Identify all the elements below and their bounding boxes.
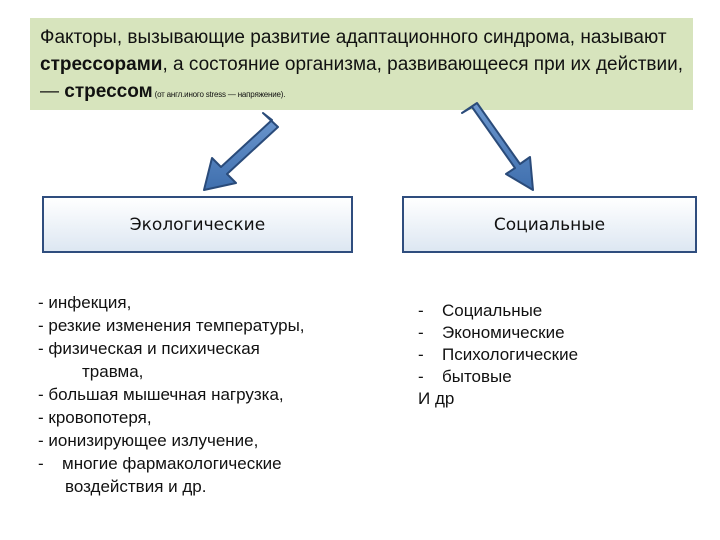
ecological-label: Экологические xyxy=(129,214,266,235)
list-item-text: многие фармакологические xyxy=(62,454,282,473)
list-item: травма, xyxy=(82,362,144,381)
left-arrow-icon xyxy=(204,113,278,190)
list-item: - инфекция, xyxy=(38,293,132,312)
ecological-factors-list xyxy=(38,291,368,498)
list-item xyxy=(418,344,688,366)
list-item-text: Социальные xyxy=(442,301,543,320)
social-label: Социальные xyxy=(493,214,606,235)
list-dash: - xyxy=(418,301,424,320)
list-item xyxy=(38,452,368,475)
list-item: И др xyxy=(418,389,455,408)
list-item: - кровопотеря, xyxy=(38,408,152,427)
list-item: - резкие изменения температуры, xyxy=(38,316,305,335)
header-term-stress: стрессом xyxy=(64,81,153,102)
social-factors-list xyxy=(418,300,688,410)
header-text-2: , а состояние организма, развивающееся при их действии, — xyxy=(40,54,684,102)
list-item: - ионизирующее излучение, xyxy=(38,431,259,450)
list-dash: - xyxy=(418,323,424,342)
list-item-text: Психологические xyxy=(442,345,579,364)
list-item xyxy=(418,300,688,322)
list-item xyxy=(418,366,688,388)
list-item: - физическая и психическая xyxy=(38,339,260,358)
list-dash: - xyxy=(418,367,424,386)
header-term-stressors: стрессорами xyxy=(40,54,163,75)
social-factors-box xyxy=(402,196,697,253)
right-arrow-icon xyxy=(462,103,533,190)
list-item xyxy=(418,322,688,344)
header-note: (от англ.иного stress — напряжение). xyxy=(152,90,286,99)
list-item: воздействия и др. xyxy=(65,477,207,496)
list-dash: - xyxy=(38,454,44,473)
header-text-1: Факторы, вызывающие развитие адаптационного синдрома, называют xyxy=(40,27,667,48)
list-item-text: Экономические xyxy=(442,323,565,342)
list-item-text: бытовые xyxy=(442,367,512,386)
list-dash: - xyxy=(418,345,424,364)
list-item: - большая мышечная нагрузка, xyxy=(38,385,284,404)
ecological-factors-box xyxy=(42,196,353,253)
